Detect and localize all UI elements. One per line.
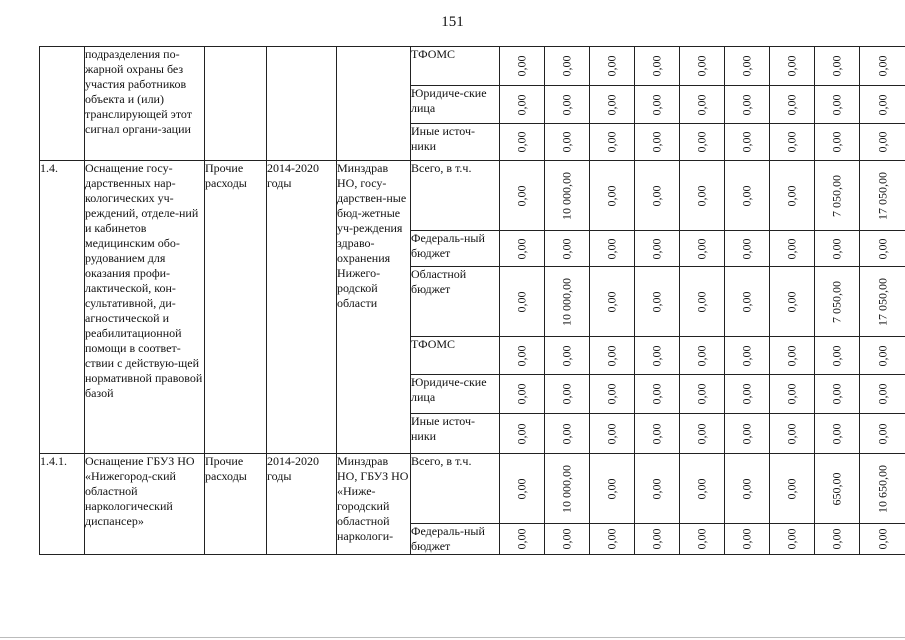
value-cell (770, 454, 815, 524)
value-cell (500, 454, 545, 524)
value-text: 17 050,00 (875, 171, 889, 220)
value-text: 0,00 (829, 94, 844, 115)
period (267, 47, 337, 161)
value-text: 0,00 (739, 55, 754, 77)
value-text: 0,00 (559, 94, 574, 115)
value-cell (635, 47, 680, 86)
value-cell (635, 337, 680, 375)
value-cell (635, 375, 680, 414)
value-cell (590, 524, 635, 555)
value-cell (770, 524, 815, 555)
value-text: 0,00 (514, 423, 529, 444)
value-text: 0,00 (514, 528, 529, 550)
value-text: 0,00 (514, 345, 529, 366)
value-text: 0,00 (875, 528, 889, 550)
value-cell (725, 86, 770, 124)
value-cell (770, 231, 815, 267)
value-cell (680, 337, 725, 375)
value-cell (545, 86, 590, 124)
value-text: 0,00 (649, 345, 664, 366)
value-text: 0,00 (514, 238, 529, 259)
value-cell (770, 337, 815, 375)
value-text: 0,00 (829, 423, 844, 444)
value-cell (545, 414, 590, 454)
value-cell (770, 86, 815, 124)
value-text: 0,00 (739, 345, 754, 366)
value-text: 0,00 (649, 423, 664, 444)
value-cell (590, 267, 635, 337)
executor: Минздрав НО, госу-дарствен-ные бюд-жетные уч-реждения здраво-охранения Нижего-родской области (337, 161, 411, 454)
value-cell (680, 454, 725, 524)
value-cell (590, 161, 635, 231)
value-text: 17 050,00 (875, 277, 889, 326)
value-text: 0,00 (559, 528, 574, 550)
value-text: 0,00 (694, 238, 709, 259)
value-cell (500, 231, 545, 267)
value-cell (545, 231, 590, 267)
value-cell (860, 47, 905, 86)
value-cell (590, 414, 635, 454)
value-cell (590, 337, 635, 375)
value-cell (770, 375, 815, 414)
value-text: 0,00 (739, 478, 754, 499)
value-text: 0,00 (694, 291, 709, 312)
value-cell (545, 161, 590, 231)
value-text: 0,00 (514, 478, 529, 499)
value-cell (725, 267, 770, 337)
value-text: 0,00 (739, 528, 754, 550)
executor (337, 47, 411, 161)
value-cell (545, 524, 590, 555)
value-text: 0,00 (649, 131, 664, 153)
value-cell (635, 267, 680, 337)
value-text: 0,00 (784, 383, 799, 405)
value-text: 0,00 (514, 94, 529, 115)
value-text: 0,00 (694, 55, 709, 77)
value-cell (500, 86, 545, 124)
value-text: 0,00 (604, 94, 619, 115)
value-text: 0,00 (604, 291, 619, 312)
funding-source: Иные источ-ники (411, 124, 500, 161)
value-cell (770, 161, 815, 231)
value-cell (500, 47, 545, 86)
value-text: 0,00 (694, 185, 709, 206)
value-cell (815, 524, 860, 555)
value-cell (860, 454, 905, 524)
value-cell (860, 414, 905, 454)
value-cell (815, 47, 860, 86)
value-text: 0,00 (649, 238, 664, 259)
value-text: 0,00 (784, 185, 799, 206)
item-name: Оснащение госу-дарственных нар-кологических уч-реждений, отделе-ний и кабинетов медицинским обо-рудованием для оказания профи-лактической, кон-сультативной, ди-агностической и реабилитационной помощи в соответ-ствии с действую-щей нормативной правовой базой (85, 161, 205, 454)
value-text: 0,00 (694, 345, 709, 366)
value-text: 0,00 (875, 55, 889, 77)
value-text: 0,00 (784, 238, 799, 259)
value-text: 0,00 (559, 55, 574, 77)
value-text: 0,00 (784, 345, 799, 366)
value-text: 0,00 (829, 345, 844, 366)
value-cell (500, 161, 545, 231)
value-text: 0,00 (694, 131, 709, 153)
value-cell (815, 337, 860, 375)
value-text: 0,00 (784, 478, 799, 499)
value-text: 0,00 (739, 423, 754, 444)
value-text: 0,00 (559, 345, 574, 366)
value-cell (500, 337, 545, 375)
value-text: 0,00 (604, 528, 619, 550)
value-cell (590, 231, 635, 267)
value-text: 0,00 (694, 478, 709, 499)
value-cell (815, 161, 860, 231)
funding-source: Всего, в т.ч. (411, 454, 500, 524)
value-cell (680, 524, 725, 555)
period: 2014-2020 годы (267, 454, 337, 555)
period: 2014-2020 годы (267, 161, 337, 454)
value-cell (770, 267, 815, 337)
funding-source: Федераль-ный бюджет (411, 231, 500, 267)
value-text: 650,00 (829, 472, 844, 505)
cost-type (205, 47, 267, 161)
value-cell (545, 267, 590, 337)
budget-table (39, 46, 905, 555)
value-cell (500, 414, 545, 454)
value-text: 0,00 (784, 423, 799, 444)
value-cell (860, 161, 905, 231)
item-number (40, 47, 85, 161)
value-cell (860, 267, 905, 337)
value-cell (860, 124, 905, 161)
value-cell (590, 375, 635, 414)
funding-source: Областной бюджет (411, 267, 500, 337)
value-text: 0,00 (649, 185, 664, 206)
value-text: 0,00 (604, 131, 619, 153)
value-text: 0,00 (739, 383, 754, 405)
funding-source: Федераль-ный бюджет (411, 524, 500, 555)
value-text: 0,00 (829, 238, 844, 259)
value-text: 0,00 (559, 238, 574, 259)
value-cell (590, 47, 635, 86)
value-text: 0,00 (514, 185, 529, 206)
value-cell (815, 454, 860, 524)
value-text: 0,00 (694, 528, 709, 550)
value-text: 0,00 (739, 94, 754, 115)
value-cell (815, 231, 860, 267)
value-cell (815, 414, 860, 454)
value-cell (860, 86, 905, 124)
value-cell (635, 86, 680, 124)
value-text: 0,00 (604, 423, 619, 444)
funding-source: ТФОМС (411, 47, 500, 86)
funding-source: Всего, в т.ч. (411, 161, 500, 231)
value-cell (725, 161, 770, 231)
value-cell (770, 124, 815, 161)
value-cell (635, 524, 680, 555)
item-name: подразделения по-жарной охраны без участия работников объекта и (или) транслирующей этот сигнал органи-зации (85, 47, 205, 161)
value-cell (500, 267, 545, 337)
funding-source: Иные источ-ники (411, 414, 500, 454)
value-cell (680, 124, 725, 161)
value-cell (725, 124, 770, 161)
value-text: 0,00 (649, 291, 664, 312)
value-cell (860, 524, 905, 555)
item-number: 1.4.1. (40, 454, 85, 555)
value-text: 0,00 (875, 383, 889, 405)
value-cell (590, 86, 635, 124)
value-text: 7 050,00 (829, 174, 844, 217)
value-cell (545, 337, 590, 375)
value-text: 0,00 (604, 185, 619, 206)
value-text: 0,00 (875, 345, 889, 366)
funding-source: Юридиче-ские лица (411, 375, 500, 414)
value-text: 0,00 (829, 383, 844, 405)
value-cell (635, 161, 680, 231)
value-cell (635, 414, 680, 454)
table-row (40, 47, 905, 86)
value-cell (725, 524, 770, 555)
value-text: 0,00 (875, 238, 889, 259)
funding-source: ТФОМС (411, 337, 500, 375)
value-text: 0,00 (829, 131, 844, 153)
item-name: Оснащение ГБУЗ НО «Нижегород-ский областной наркологический диспансер» (85, 454, 205, 555)
scan-edge-line (0, 637, 905, 638)
value-cell (680, 47, 725, 86)
value-cell (545, 375, 590, 414)
value-text: 0,00 (784, 94, 799, 115)
value-text: 0,00 (784, 55, 799, 77)
value-cell (500, 124, 545, 161)
value-text: 0,00 (514, 383, 529, 405)
table-row (40, 161, 905, 231)
value-text: 0,00 (649, 478, 664, 499)
value-text: 0,00 (739, 238, 754, 259)
value-text: 0,00 (829, 528, 844, 550)
page-number: 151 (441, 14, 464, 30)
cost-type: Прочие расходы (205, 161, 267, 454)
value-text: 0,00 (875, 131, 889, 153)
value-cell (680, 375, 725, 414)
value-cell (860, 375, 905, 414)
value-cell (680, 414, 725, 454)
value-cell (680, 231, 725, 267)
value-cell (725, 414, 770, 454)
value-text: 0,00 (694, 383, 709, 405)
value-text: 0,00 (694, 423, 709, 444)
table-row (40, 454, 905, 524)
value-cell (725, 337, 770, 375)
value-cell (725, 454, 770, 524)
value-text: 0,00 (694, 94, 709, 115)
value-cell (545, 124, 590, 161)
value-cell (680, 161, 725, 231)
value-text: 0,00 (739, 291, 754, 312)
value-text: 0,00 (649, 528, 664, 550)
value-cell (500, 375, 545, 414)
value-cell (545, 47, 590, 86)
value-text: 0,00 (649, 383, 664, 405)
value-cell (680, 86, 725, 124)
value-text: 0,00 (559, 383, 574, 405)
value-cell (500, 524, 545, 555)
value-cell (680, 267, 725, 337)
value-text: 0,00 (829, 55, 844, 77)
cost-type: Прочие расходы (205, 454, 267, 555)
value-text: 0,00 (559, 131, 574, 153)
value-cell (815, 267, 860, 337)
value-text: 0,00 (649, 94, 664, 115)
value-cell (815, 86, 860, 124)
value-cell (725, 47, 770, 86)
value-text: 10 650,00 (875, 464, 889, 513)
value-cell (770, 47, 815, 86)
value-text: 0,00 (649, 55, 664, 77)
value-text: 0,00 (875, 94, 889, 115)
value-cell (725, 231, 770, 267)
value-cell (860, 231, 905, 267)
value-text: 0,00 (604, 55, 619, 77)
item-number: 1.4. (40, 161, 85, 454)
value-text: 0,00 (604, 238, 619, 259)
value-text: 0,00 (559, 423, 574, 444)
value-cell (815, 124, 860, 161)
executor: Минздрав НО, ГБУЗ НО «Ниже-городский областной наркологи- (337, 454, 411, 555)
value-text: 10 000,00 (559, 171, 574, 220)
value-text: 0,00 (514, 291, 529, 312)
value-cell (725, 375, 770, 414)
value-text: 0,00 (604, 478, 619, 499)
value-text: 0,00 (784, 291, 799, 312)
value-text: 0,00 (739, 185, 754, 206)
value-cell (635, 124, 680, 161)
funding-source: Юридиче-ские лица (411, 86, 500, 124)
value-cell (635, 231, 680, 267)
value-text: 0,00 (784, 528, 799, 550)
value-cell (635, 454, 680, 524)
value-text: 7 050,00 (829, 280, 844, 323)
value-cell (860, 337, 905, 375)
value-cell (590, 124, 635, 161)
value-cell (545, 454, 590, 524)
value-text: 0,00 (739, 131, 754, 153)
value-text: 0,00 (604, 383, 619, 405)
value-text: 0,00 (784, 131, 799, 153)
value-text: 10 000,00 (559, 277, 574, 326)
value-text: 0,00 (604, 345, 619, 366)
value-text: 0,00 (514, 131, 529, 153)
value-cell (815, 375, 860, 414)
value-cell (770, 414, 815, 454)
value-text: 10 000,00 (559, 464, 574, 513)
value-text: 0,00 (514, 55, 529, 77)
value-cell (590, 454, 635, 524)
value-text: 0,00 (875, 423, 889, 444)
